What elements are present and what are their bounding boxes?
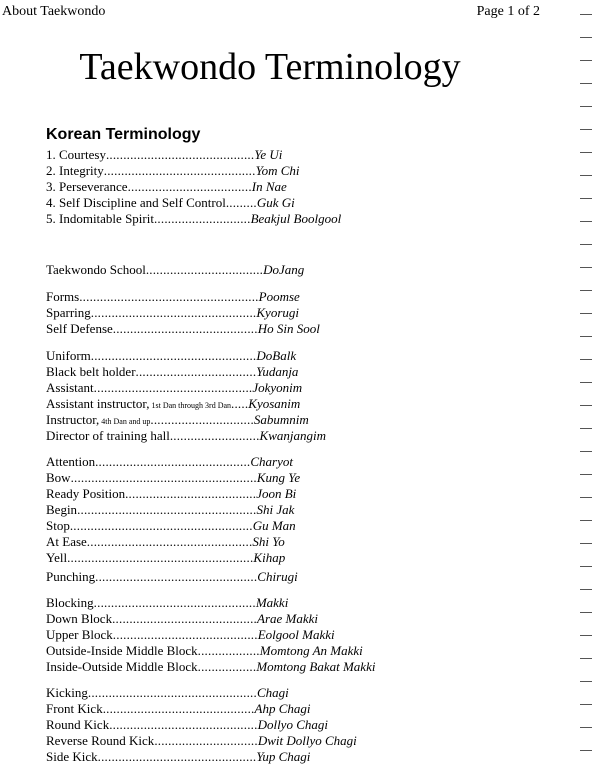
term-label: Stop [46,518,70,533]
term-label: Self Defense [46,321,113,336]
scan-edge-marks [574,0,600,766]
term-row [46,643,363,659]
term-label: Forms [46,289,80,304]
dot-leader: .............................................. [93,380,253,395]
dot-leader: ................................................ [86,534,253,549]
term-label: At Ease [46,534,87,549]
korean-term: Chagi [256,685,289,700]
term-row [46,595,288,611]
term-row [46,518,296,534]
edge-tick-mark [580,152,592,153]
korean-term: Momtong An Makki [259,643,363,658]
dot-leader: ................................................. [87,685,257,700]
term-row [46,454,293,470]
term-label: Reverse Round Kick [46,733,155,748]
dot-leader: ................. [197,659,257,674]
dot-leader: ...................................................... [70,470,257,485]
edge-tick-mark [580,267,592,268]
dot-leader: .............................................. [97,749,257,764]
korean-term: DoBalk [256,348,297,363]
dot-leader: .................................. [145,262,264,277]
dot-leader: .......................... [169,428,260,443]
dot-leader: ................................................ [90,305,257,320]
term-row [46,163,300,179]
edge-tick-mark [580,658,592,659]
edge-tick-mark [580,750,592,751]
term-label: 3. Perseverance [46,179,128,194]
korean-term: Makki [255,595,289,610]
dot-leader: ............................................ [102,701,255,716]
dot-leader: .................................................... [77,502,257,517]
term-row [46,701,311,717]
dot-leader: .............................. [150,412,254,427]
term-label: Instructor, [46,412,100,427]
term-label: Begin [46,502,78,517]
term-row [46,717,328,733]
korean-term: Yom Chi [255,163,300,178]
term-label: Taekwondo School [46,262,146,277]
edge-tick-mark [580,359,592,360]
term-note: 1st Dan through 3rd Dan [149,401,232,410]
edge-tick-mark [580,543,592,544]
edge-tick-mark [580,681,592,682]
edge-tick-mark [580,290,592,291]
dot-leader: .......................................... [112,627,258,642]
term-label: Down Block [46,611,113,626]
korean-term: Kyosanim [248,396,301,411]
korean-term: Guk Gi [256,195,295,210]
term-row [46,659,375,675]
edge-tick-mark [580,474,592,475]
korean-term: Jokyonim [252,380,303,395]
dot-leader: .................................... [127,179,252,194]
term-label: Bow [46,470,71,485]
korean-term: Poomse [258,289,300,304]
edge-tick-mark [580,198,592,199]
korean-term: Ho Sin Sool [257,321,320,336]
term-label: Blocking [46,595,94,610]
edge-tick-mark [580,106,592,107]
term-label: Punching [46,569,96,584]
edge-tick-mark [580,497,592,498]
term-label: Director of training hall [46,428,170,443]
dot-leader: .......................................... [112,611,257,626]
term-row [46,321,320,337]
page-number: Page 1 of 2 [476,4,540,19]
korean-term: Kwanjangim [259,428,326,443]
term-label: Round Kick [46,717,110,732]
term-row [46,627,335,643]
dot-leader: ............................................ [103,163,256,178]
term-label: Yell [46,550,68,565]
edge-tick-mark [580,244,592,245]
term-label: Ready Position [46,486,126,501]
dot-leader: ................................................ [90,348,257,363]
term-row [46,470,300,486]
korean-term: Yudanja [256,364,299,379]
edge-tick-mark [580,37,592,38]
korean-term: Chirugi [257,569,298,584]
edge-tick-mark [580,451,592,452]
edge-tick-mark [580,612,592,613]
edge-tick-mark [580,336,592,337]
korean-term: Ahp Chagi [254,701,311,716]
edge-tick-mark [580,727,592,728]
term-label: Black belt holder [46,364,136,379]
term-row [46,685,289,701]
edge-tick-mark [580,635,592,636]
dot-leader: ...................................... [125,486,257,501]
term-row [46,611,318,627]
edge-tick-mark [580,221,592,222]
korean-term: Eolgool Makki [257,627,335,642]
edge-tick-mark [580,589,592,590]
term-label: 4. Self Discipline and Self Control [46,195,226,210]
korean-term: Momtong Bakat Makki [256,659,376,674]
term-label: Front Kick [46,701,103,716]
korean-term: Shi Yo [252,534,285,549]
term-row [46,502,294,518]
term-row [46,364,298,380]
edge-tick-mark [580,60,592,61]
korean-term: Shi Jak [256,502,295,517]
dot-leader: ..... [231,396,249,411]
term-row [46,569,298,585]
term-row [46,211,341,227]
dot-leader: ............................................... [95,569,258,584]
term-label: Kicking [46,685,88,700]
term-label: Assistant [46,380,94,395]
edge-tick-mark [580,520,592,521]
edge-tick-mark [580,175,592,176]
term-row [46,428,326,444]
korean-term: Sabumnim [253,412,309,427]
dot-leader: ........................................... [109,717,258,732]
edge-tick-mark [580,704,592,705]
term-label: Inside-Outside Middle Block [46,659,198,674]
edge-tick-mark [580,313,592,314]
edge-tick-mark [580,382,592,383]
dot-leader: .................. [197,643,260,658]
dot-leader: ......... [225,195,257,210]
term-label: Outside-Inside Middle Block [46,643,198,658]
section-title: Korean Terminology [46,126,201,143]
korean-term: Charyot [250,454,293,469]
korean-term: Ye Ui [254,147,283,162]
page-title: Taekwondo Terminology [79,46,461,88]
term-row [46,486,296,502]
korean-term: Gu Man [252,518,296,533]
term-label: 1. Courtesy [46,147,106,162]
term-label: Attention [46,454,96,469]
term-label: Assistant instructor, [46,396,150,411]
korean-term: Beakjul Boolgool [250,211,342,226]
term-row [46,195,295,211]
korean-term: Kyorugi [256,305,300,320]
dot-leader: ...................................................... [67,550,254,565]
edge-tick-mark [580,129,592,130]
term-label: Uniform [46,348,91,363]
term-row [46,348,296,364]
term-row [46,305,299,321]
term-row [46,534,285,550]
term-row [46,262,304,278]
dot-leader: ................................... [135,364,257,379]
edge-tick-mark [580,14,592,15]
running-header-left: About Taekwondo [2,4,106,19]
edge-tick-mark [580,428,592,429]
dot-leader: ............................ [153,211,251,226]
dot-leader: ........................................... [105,147,255,162]
korean-term: Kung Ye [256,470,301,485]
edge-tick-mark [580,405,592,406]
term-label: 2. Integrity [46,163,104,178]
term-row [46,289,300,305]
korean-term: In Nae [251,179,287,194]
term-row [46,179,287,195]
term-label: 5. Indomitable Spirit [46,211,154,226]
korean-term: Yup Chagi [256,749,311,764]
dot-leader: .......................................... [112,321,258,336]
term-label: Upper Block [46,627,113,642]
korean-term: Kihap [253,550,286,565]
korean-term: Joon Bi [256,486,297,501]
term-label: Sparring [46,305,91,320]
dot-leader: ............................................. [95,454,251,469]
korean-term: Dollyo Chagi [257,717,328,732]
dot-leader: ..................................................... [69,518,253,533]
term-row [46,733,357,749]
term-row [46,749,310,765]
korean-term: Dwit Dollyo Chagi [257,733,357,748]
edge-tick-mark [580,83,592,84]
term-note: 4th Dan and up [99,417,151,426]
dot-leader: .................................................... [79,289,259,304]
dot-leader: ............................................... [93,595,256,610]
term-row [46,380,302,396]
dot-leader: .............................. [154,733,258,748]
term-label: Side Kick [46,749,98,764]
term-row [46,147,282,163]
korean-term: Arae Makki [257,611,319,626]
term-row [46,550,285,566]
korean-term: DoJang [263,262,305,277]
edge-tick-mark [580,566,592,567]
